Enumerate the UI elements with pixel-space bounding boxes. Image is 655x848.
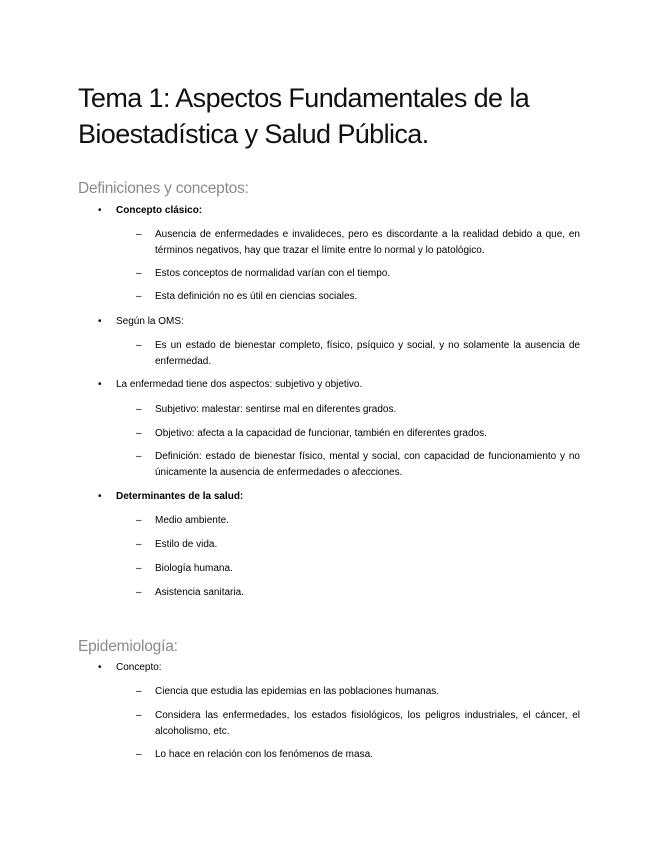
dash-icon: – [136,428,142,439]
sub-item-text: Estos conceptos de normalidad varían con el tiempo. [155,268,391,279]
sub-item-text: Objetivo: afecta a la capacidad de funcionar, también en diferentes grados. [155,428,487,439]
sub-item-text: Definición: estado de bienestar físico, mental y social, con capacidad de funcionamiento y no únicamente la ausencia de enfermedades o afecciones. [155,451,580,478]
sub-item-text: Ausencia de enfermedades e invalideces, pero es discordante a la realidad debido a que, en términos negativos, hay que trazar el límite entre lo normal y lo patológico. [155,229,580,256]
dash-icon: – [136,539,142,550]
sub-item-text: Subjetivo: malestar: sentirse mal en diferentes grados. [155,404,397,415]
list-item-label: La enfermedad tiene dos aspectos: subjetivo y objetivo. [116,379,363,390]
dash-icon: – [136,563,142,574]
list-item-label: Concepto clásico: [116,205,203,216]
sub-item-text: Ciencia que estudia las epidemias en las poblaciones humanas. [155,686,440,697]
sub-item-text: Biología humana. [155,563,233,574]
dash-icon: – [136,340,142,351]
dash-icon: – [136,229,142,240]
sub-item-text: Estilo de vida. [155,539,218,550]
list-item-label: Concepto: [116,662,162,673]
sub-item-text: Lo hace en relación con los fenómenos de masa. [155,749,373,760]
sub-item-text: Es un estado de bienestar completo, físico, psíquico y social, y no solamente la ausencia de enfermedad. [155,340,580,367]
bullet-icon: • [98,662,102,673]
dash-icon: – [136,291,142,302]
sub-item-text: Considera las enfermedades, los estados fisiológicos, los peligros industriales, el cáncer, el alcoholismo, etc. [155,710,580,737]
dash-icon: – [136,268,142,279]
dash-icon: – [136,515,142,526]
document-title: Tema 1: Aspectos Fundamentales de la Bioestadística y Salud Pública. [78,83,530,149]
bullet-icon: • [98,491,102,502]
dash-icon: – [136,749,142,760]
bullet-icon: • [98,379,102,390]
list-item-label: Según la OMS: [116,316,184,327]
section-heading-definiciones: Definiciones y conceptos: [78,180,249,197]
bullet-icon: • [98,205,102,216]
bullet-icon: • [98,316,102,327]
dash-icon: – [136,686,142,697]
list-item-label: Determinantes de la salud: [116,491,244,502]
section-heading-epidemiologia: Epidemiología: [78,638,178,655]
sub-item-text: Asistencia sanitaria. [155,587,244,598]
sub-item-text: Esta definición no es útil en ciencias sociales. [155,291,358,302]
dash-icon: – [136,710,142,721]
dash-icon: – [136,404,142,415]
dash-icon: – [136,587,142,598]
dash-icon: – [136,451,142,462]
sub-item-text: Medio ambiente. [155,515,229,526]
